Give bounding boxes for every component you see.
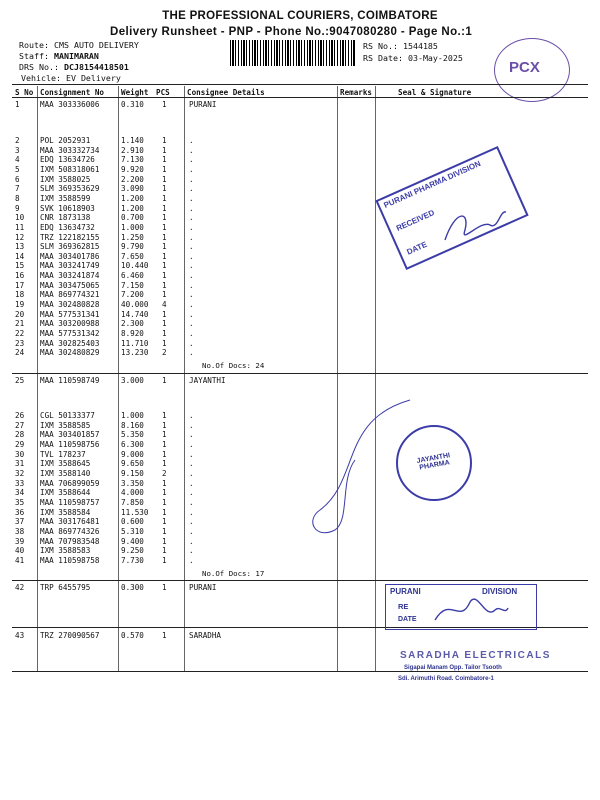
divider	[118, 86, 119, 97]
row-consignment-no: MAA 707983548	[40, 536, 100, 546]
row-consignment-no: POL 2052931	[40, 136, 91, 145]
row-sno: 43	[15, 631, 25, 640]
row-consignee-dot: .	[189, 155, 194, 165]
row-sno: 6	[15, 174, 20, 184]
row-weight: 13.230	[121, 348, 149, 358]
row-consignment-no: MAA 302825403	[40, 338, 100, 348]
row-weight: 6.460	[121, 271, 144, 281]
row-consignee-dot: .	[189, 193, 194, 203]
row-consignment-no: IXM 3588645	[40, 459, 91, 469]
divider	[37, 628, 38, 671]
row-consignment-no: MAA 303336006	[40, 100, 100, 109]
row-sno: 2	[15, 136, 20, 145]
row-pcs: 1	[162, 498, 167, 508]
table-top-border	[12, 84, 588, 85]
row-sno: 5	[15, 164, 20, 174]
row-weight: 2.200	[121, 174, 144, 184]
divider	[118, 374, 119, 580]
row-pcs: 2	[162, 348, 167, 358]
purani-stamp-received: RECEIVED	[394, 208, 436, 233]
row-weight: 3.350	[121, 478, 144, 488]
row-consignment-no: MAA 303401857	[40, 430, 100, 440]
row-sno: 3	[15, 145, 20, 155]
row-sno: 33	[15, 478, 25, 488]
row-weight: 3.090	[121, 184, 144, 194]
row-sno: 23	[15, 338, 25, 348]
row-pcs: 1	[162, 145, 167, 155]
docs-count: No.Of Docs: 17	[202, 569, 265, 578]
row-consignment-no: MAA 303176481	[40, 517, 100, 527]
divider	[118, 628, 119, 671]
divider	[184, 581, 185, 627]
row-sno: 31	[15, 459, 25, 469]
row-pcs: 1	[162, 546, 167, 556]
row-pcs: 1	[162, 309, 167, 319]
saradha-stamp-line2: Sigapai Manam Opp. Tailor Tsooth	[404, 665, 502, 671]
row-sno: 9	[15, 203, 20, 213]
row-sno: 18	[15, 290, 25, 300]
row-consignment-no: IXM 3588599	[40, 193, 91, 203]
row-consignee-dot: .	[189, 271, 194, 281]
divider	[184, 628, 185, 671]
row-consignee-dot: .	[189, 309, 194, 319]
row-consignee-dot: .	[189, 478, 194, 488]
divider	[375, 98, 376, 373]
row-consignment-no: MAA 577531342	[40, 329, 100, 338]
divider	[337, 581, 338, 627]
row-sno: 17	[15, 280, 25, 290]
row-consignee-dot: .	[189, 290, 194, 300]
row-weight: 1.000	[121, 222, 144, 232]
row-consignee-dot: .	[189, 164, 194, 174]
row-consignment-no: MAA 302480829	[40, 348, 100, 358]
row-sno: 21	[15, 319, 25, 329]
row-sno: 16	[15, 271, 25, 281]
purani2-signature	[430, 590, 510, 630]
row-sno: 13	[15, 242, 25, 252]
row-sno: 42	[15, 583, 25, 592]
row-pcs: 1	[162, 280, 167, 290]
purani2-title: PURANI	[390, 587, 421, 596]
row-pcs: 1	[162, 164, 167, 174]
row-sno: 26	[15, 411, 25, 420]
divider	[375, 581, 376, 627]
row-weight: 9.250	[121, 546, 144, 556]
row-consignment-no: MAA 110598758	[40, 556, 100, 566]
divider	[37, 374, 38, 580]
purani-stamp-title: PURANI PHARMA DIVISION	[382, 159, 483, 210]
row-pcs: 1	[162, 556, 167, 566]
row-weight: 2.300	[121, 319, 144, 329]
row-pcs: 1	[162, 271, 167, 281]
staff-line	[19, 51, 99, 61]
row-consignment-no: IXM 3588025	[40, 174, 91, 184]
row-weight: 1.140	[121, 136, 144, 145]
divider	[184, 98, 185, 373]
row-weight: 7.850	[121, 498, 144, 508]
row-consignee-dot: .	[189, 232, 194, 242]
row-sno: 4	[15, 155, 20, 165]
row-weight: 0.310	[121, 100, 144, 109]
row-consignee-dot: .	[189, 536, 194, 546]
row-sno: 12	[15, 232, 25, 242]
row-weight: 9.000	[121, 449, 144, 459]
row-weight: 0.570	[121, 631, 144, 640]
row-consignee-dot: .	[189, 213, 194, 223]
staff-name: MANIMARAN	[53, 51, 99, 61]
row-consignee-dot: .	[189, 440, 194, 449]
row-weight: 5.310	[121, 527, 144, 537]
purani2-date: DATE	[398, 616, 417, 623]
row-pcs: 1	[162, 517, 167, 527]
row-pcs: 1	[162, 329, 167, 338]
row-consignment-no: TVL 178237	[40, 449, 86, 459]
row-weight: 0.300	[121, 583, 144, 592]
row-weight: 40.000	[121, 300, 149, 310]
row-consignment-no: TRP 6455795	[40, 583, 91, 592]
row-sno: 14	[15, 251, 25, 261]
row-weight: 1.000	[121, 411, 144, 420]
pcx-stamp-text: PCX	[509, 59, 540, 76]
group-separator	[12, 373, 588, 374]
row-consignment-no: SLM 369353629	[40, 184, 100, 194]
divider	[337, 628, 338, 671]
row-weight: 9.920	[121, 164, 144, 174]
col-consignee: Consignee Details	[187, 88, 265, 97]
header-bottom-border	[12, 97, 588, 98]
divider	[118, 98, 119, 373]
row-pcs: 1	[162, 155, 167, 165]
row-consignment-no: MAA 869774326	[40, 527, 100, 537]
row-weight: 7.150	[121, 280, 144, 290]
row-weight: 10.440	[121, 261, 149, 271]
row-sno: 36	[15, 507, 25, 517]
row-consignment-no: MAA 110598756	[40, 440, 100, 449]
row-consignee-dot: .	[189, 174, 194, 184]
row-consignee-dot: .	[189, 469, 194, 479]
pcx-stamp	[494, 38, 570, 102]
row-sno: 7	[15, 184, 20, 194]
row-weight: 2.910	[121, 145, 144, 155]
row-consignment-no: IXM 3588644	[40, 488, 91, 498]
row-consignment-no: MAA 110598757	[40, 498, 100, 508]
row-consignment-no: MAA 303475065	[40, 280, 100, 290]
row-sno: 1	[15, 100, 20, 109]
row-consignee-dot: .	[189, 507, 194, 517]
row-pcs: 1	[162, 100, 167, 109]
row-sno: 41	[15, 556, 25, 566]
rs-number: RS No.: 1544185	[363, 41, 438, 51]
row-pcs: 1	[162, 631, 167, 640]
rs-date: RS Date: 03-May-2025	[363, 53, 463, 63]
purani2-received: RE	[398, 602, 409, 611]
row-consignment-no: MAA 577531341	[40, 309, 100, 319]
row-consignee-dot: .	[189, 546, 194, 556]
row-pcs: 1	[162, 488, 167, 498]
route-label: Route: CMS AUTO DELIVERY	[19, 40, 139, 50]
row-consignee-dot: .	[189, 319, 194, 329]
row-sno: 24	[15, 348, 25, 358]
table-bottom-border	[12, 671, 588, 672]
row-sno: 28	[15, 430, 25, 440]
row-pcs: 1	[162, 459, 167, 469]
row-weight: 9.400	[121, 536, 144, 546]
row-consignee-dot: .	[189, 556, 194, 566]
col-seal: Seal & Signature	[398, 88, 472, 97]
row-consignment-no: IXM 3588585	[40, 420, 91, 430]
row-sno: 38	[15, 527, 25, 537]
row-consignee-dot: .	[189, 222, 194, 232]
row-consignee-dot: .	[189, 517, 194, 527]
row-consignment-no: IXM 508318061	[40, 164, 100, 174]
col-pcs: PCS	[156, 88, 170, 97]
divider	[337, 98, 338, 373]
drs-line	[19, 62, 129, 72]
row-consignment-no: MAA 869774321	[40, 290, 100, 300]
divider	[37, 581, 38, 627]
row-sno: 20	[15, 309, 25, 319]
row-consignee-name: PURANI	[189, 583, 217, 592]
row-consignee-dot: .	[189, 488, 194, 498]
row-sno: 27	[15, 420, 25, 430]
saradha-stamp-title: SARADHA ELECTRICALS	[400, 650, 551, 661]
row-consignee-dot: .	[189, 527, 194, 537]
row-pcs: 1	[162, 449, 167, 459]
row-weight: 11.710	[121, 338, 149, 348]
row-consignee-dot: .	[189, 498, 194, 508]
jayanthi-stamp-text: JAYANTHI PHARMA	[416, 452, 451, 472]
row-pcs: 1	[162, 536, 167, 546]
purani-signature	[440, 200, 510, 250]
row-pcs: 1	[162, 184, 167, 194]
saradha-stamp-line3: Sdi. Arimuthi Road. Coimbatore-1	[398, 676, 494, 682]
row-consignee-name: PURANI	[189, 100, 217, 109]
row-weight: 1.250	[121, 232, 144, 242]
row-sno: 11	[15, 222, 25, 232]
divider	[37, 86, 38, 97]
row-consignee-dot: .	[189, 203, 194, 213]
row-pcs: 1	[162, 203, 167, 213]
row-pcs: 1	[162, 193, 167, 203]
purani2-division: DIVISION	[482, 587, 518, 596]
row-consignee-dot: .	[189, 145, 194, 155]
row-consignee-dot: .	[189, 420, 194, 430]
divider	[184, 374, 185, 580]
row-consignee-name: SARADHA	[189, 631, 222, 640]
purani-stamp-date: DATE	[405, 239, 429, 257]
row-consignment-no: MAA 110598749	[40, 376, 100, 385]
row-weight: 9.650	[121, 459, 144, 469]
row-pcs: 1	[162, 261, 167, 271]
drs-number: DCJ8154418501	[63, 62, 129, 72]
row-pcs: 4	[162, 300, 167, 310]
col-weight: Weight	[121, 88, 149, 97]
runsheet-subtitle: Delivery Runsheet - PNP - Phone No.:9047080280 - Page No.:1	[110, 26, 473, 38]
row-consignment-no: MAA 302480828	[40, 300, 100, 310]
row-consignment-no: CGL 50133377	[40, 411, 95, 420]
row-sno: 25	[15, 376, 25, 385]
row-consignee-dot: .	[189, 242, 194, 252]
row-weight: 1.200	[121, 203, 144, 213]
row-pcs: 1	[162, 338, 167, 348]
row-consignment-no: CNR 1873138	[40, 213, 91, 223]
row-weight: 8.920	[121, 329, 144, 338]
row-weight: 11.530	[121, 507, 149, 517]
col-consignment: Consignment No	[40, 88, 105, 97]
row-pcs: 1	[162, 440, 167, 449]
row-sno: 37	[15, 517, 25, 527]
row-pcs: 2	[162, 469, 167, 479]
row-consignee-dot: .	[189, 459, 194, 469]
col-sno: S No	[15, 88, 34, 97]
row-pcs: 1	[162, 319, 167, 329]
row-consignee-name: JAYANTHI	[189, 376, 226, 385]
row-sno: 39	[15, 536, 25, 546]
row-pcs: 1	[162, 213, 167, 223]
row-pcs: 1	[162, 478, 167, 488]
divider	[337, 86, 338, 97]
row-sno: 19	[15, 300, 25, 310]
divider	[184, 86, 185, 97]
row-consignment-no: MAA 303241749	[40, 261, 100, 271]
group-separator	[12, 580, 588, 581]
row-consignee-dot: .	[189, 300, 194, 310]
row-consignee-dot: .	[189, 338, 194, 348]
divider	[37, 98, 38, 373]
row-pcs: 1	[162, 583, 167, 592]
row-pcs: 1	[162, 290, 167, 300]
divider	[375, 86, 376, 97]
row-weight: 1.200	[121, 193, 144, 203]
company-title: THE PROFESSIONAL COURIERS, COIMBATORE	[162, 10, 438, 22]
row-consignment-no: MAA 303241874	[40, 271, 100, 281]
row-pcs: 1	[162, 136, 167, 145]
row-consignment-no: EDQ 13634726	[40, 155, 95, 165]
barcode-image	[230, 40, 356, 66]
docs-count: No.Of Docs: 24	[202, 361, 265, 370]
row-consignment-no: SVK 10618903	[40, 203, 95, 213]
row-consignment-no: MAA 303200988	[40, 319, 100, 329]
row-sno: 29	[15, 440, 25, 449]
row-pcs: 1	[162, 527, 167, 537]
row-weight: 6.300	[121, 440, 144, 449]
row-consignee-dot: .	[189, 449, 194, 459]
row-weight: 7.130	[121, 155, 144, 165]
row-consignee-dot: .	[189, 280, 194, 290]
row-consignee-dot: .	[189, 411, 194, 420]
row-pcs: 1	[162, 507, 167, 517]
row-consignment-no: MAA 303332734	[40, 145, 100, 155]
row-pcs: 1	[162, 232, 167, 242]
row-pcs: 1	[162, 411, 167, 420]
col-remarks: Remarks	[340, 88, 373, 97]
row-sno: 32	[15, 469, 25, 479]
row-consignee-dot: .	[189, 136, 194, 145]
row-consignment-no: TRZ 122182155	[40, 232, 100, 242]
row-weight: 0.700	[121, 213, 144, 223]
row-weight: 9.150	[121, 469, 144, 479]
row-weight: 3.000	[121, 376, 144, 385]
row-sno: 40	[15, 546, 25, 556]
row-consignment-no: MAA 706899059	[40, 478, 100, 488]
row-weight: 7.730	[121, 556, 144, 566]
row-weight: 14.740	[121, 309, 149, 319]
jayanthi-signature	[300, 390, 420, 550]
row-pcs: 1	[162, 174, 167, 184]
row-weight: 4.000	[121, 488, 144, 498]
row-consignee-dot: .	[189, 430, 194, 440]
row-pcs: 1	[162, 376, 167, 385]
row-consignee-dot: .	[189, 261, 194, 271]
row-consignee-dot: .	[189, 184, 194, 194]
row-sno: 8	[15, 193, 20, 203]
row-sno: 22	[15, 329, 25, 338]
row-weight: 8.160	[121, 420, 144, 430]
row-pcs: 1	[162, 430, 167, 440]
row-consignment-no: IXM 3588583	[40, 546, 91, 556]
row-consignment-no: IXM 3588584	[40, 507, 91, 517]
row-weight: 7.650	[121, 251, 144, 261]
row-pcs: 1	[162, 420, 167, 430]
row-consignee-dot: .	[189, 348, 194, 358]
row-consignment-no: SLM 369362815	[40, 242, 100, 252]
row-sno: 35	[15, 498, 25, 508]
row-sno: 10	[15, 213, 25, 223]
staff-label: Staff:	[19, 51, 54, 61]
row-pcs: 1	[162, 242, 167, 252]
row-weight: 0.600	[121, 517, 144, 527]
row-consignment-no: TRZ 270090567	[40, 631, 100, 640]
row-sno: 34	[15, 488, 25, 498]
vehicle-label: Vehicle: EV Delivery	[21, 73, 121, 83]
row-consignee-dot: .	[189, 251, 194, 261]
drs-label: DRS No.:	[19, 62, 64, 72]
divider	[118, 581, 119, 627]
row-sno: 30	[15, 449, 25, 459]
row-weight: 5.350	[121, 430, 144, 440]
divider	[375, 628, 376, 671]
row-sno: 15	[15, 261, 25, 271]
row-consignment-no: EDQ 13634732	[40, 222, 95, 232]
row-consignee-dot: .	[189, 329, 194, 338]
row-consignment-no: IXM 3588140	[40, 469, 91, 479]
row-weight: 9.790	[121, 242, 144, 252]
row-consignment-no: MAA 303401786	[40, 251, 100, 261]
row-pcs: 1	[162, 222, 167, 232]
row-pcs: 1	[162, 251, 167, 261]
row-weight: 7.200	[121, 290, 144, 300]
